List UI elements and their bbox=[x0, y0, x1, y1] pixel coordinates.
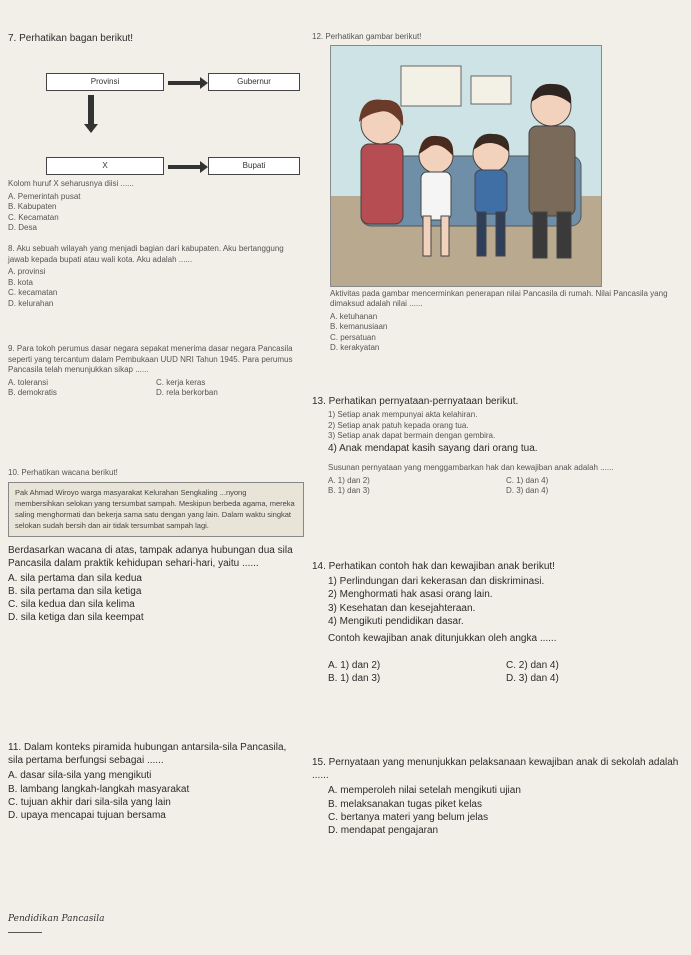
q13-options bbox=[312, 476, 684, 497]
q15-option-c[interactable]: C. bertanya materi yang belum jelas bbox=[328, 811, 489, 823]
q14-option-c[interactable]: C. 2) dan 4) bbox=[506, 660, 559, 672]
q7-option-b[interactable]: B. Kabupaten bbox=[8, 202, 57, 212]
q8-option-d[interactable]: D. kelurahan bbox=[8, 298, 54, 308]
q14-item-1: 1) Perlindungan dari kekerasan dan diskriminasi. bbox=[328, 576, 545, 588]
q12-options bbox=[312, 312, 684, 354]
footer-divider bbox=[8, 932, 42, 933]
question-15 bbox=[312, 756, 684, 837]
footer-subject: Pendidikan Pancasila bbox=[8, 914, 105, 924]
q12-option-a[interactable]: A. ketuhanan bbox=[330, 311, 378, 321]
q14-item-3: 3) Kesehatan dan kesejahteraan. bbox=[328, 602, 476, 614]
question-14 bbox=[312, 560, 684, 686]
q14-option-d[interactable]: D. 3) dan 4) bbox=[506, 673, 559, 685]
q8-stem: 8. Aku sebuah wilayah yang menjadi bagian dari kabupaten. Aku bertanggung jawab kepada bupati atau wali kota. Aku adalah ...... bbox=[8, 244, 284, 264]
diagram-box-bupati: Bupati bbox=[208, 157, 300, 175]
footer bbox=[8, 912, 304, 933]
q12-option-c[interactable]: C. persatuan bbox=[330, 332, 376, 342]
question-8 bbox=[8, 244, 304, 309]
q7-option-d[interactable]: D. Desa bbox=[8, 223, 37, 233]
q11-option-d[interactable]: D. upaya mencapai tujuan bersama bbox=[8, 809, 166, 821]
q7-option-c[interactable]: C. Kecamatan bbox=[8, 212, 59, 222]
q13-item-3: 3) Setiap anak dapat bermain dengan gembira. bbox=[328, 431, 496, 441]
arrow-right-icon bbox=[168, 81, 202, 85]
q10-option-b[interactable]: B. sila pertama dan sila ketiga bbox=[8, 586, 142, 598]
q12-option-b[interactable]: B. kemanusiaan bbox=[330, 322, 388, 332]
q11-option-b[interactable]: B. lambang langkah-langkah masyarakat bbox=[8, 783, 190, 795]
question-11 bbox=[8, 741, 304, 822]
question-13 bbox=[312, 395, 684, 497]
q14-options bbox=[312, 659, 684, 685]
q7-option-a[interactable]: A. Pemerintah pusat bbox=[8, 191, 81, 201]
q12-stem: 12. Perhatikan gambar berikut! bbox=[312, 32, 422, 41]
q15-option-a[interactable]: A. memperoleh nilai setelah mengikuti ujian bbox=[328, 785, 521, 797]
q11-option-c[interactable]: C. tujuan akhir dari sila-sila yang lain bbox=[8, 796, 171, 808]
q14-items bbox=[312, 575, 684, 628]
diagram-box-gubernur: Gubernur bbox=[208, 73, 300, 91]
q10-option-a[interactable]: A. sila pertama dan sila kedua bbox=[8, 572, 142, 584]
q9-option-b[interactable]: B. demokratis bbox=[8, 388, 57, 398]
diagram-box-provinsi: Provinsi bbox=[46, 73, 164, 91]
q12-caption: Aktivitas pada gambar mencerminkan penerapan nilai Pancasila di rumah. Nilai Pancasila yang dimaksud adalah nilai ...... bbox=[330, 288, 668, 309]
q15-option-b[interactable]: B. melaksanakan tugas piket kelas bbox=[328, 798, 482, 810]
q9-option-a[interactable]: A. toleransi bbox=[8, 377, 49, 387]
q8-option-b[interactable]: B. kota bbox=[8, 277, 33, 287]
question-9 bbox=[8, 344, 304, 399]
q11-stem: 11. Dalam konteks piramida hubungan antarsila-sila Pancasila, sila pertama berfungsi sebagai ...... bbox=[8, 742, 287, 767]
q15-option-d[interactable]: D. mendapat pengajaran bbox=[328, 824, 439, 836]
q13-stem: 13. Perhatikan pernyataan-pernyataan berikut. bbox=[312, 396, 519, 407]
q9-stem: 9. Para tokoh perumus dasar negara sepakat menerima dasar negara Pancasila seperti yang tercantum dalam Pembukaan UUD NRI Tahun 1945. Para perumus Pancasila telah menunjukkan sikap ...... bbox=[8, 344, 293, 375]
diagram-box-x: X bbox=[46, 157, 164, 175]
question-7 bbox=[8, 32, 304, 234]
q13-option-d[interactable]: D. 3) dan 4) bbox=[506, 486, 549, 496]
q14-item-4: 4) Mengikuti pendidikan dasar. bbox=[328, 615, 464, 627]
q10-option-d[interactable]: D. sila ketiga dan sila keempat bbox=[8, 612, 144, 624]
q13-item-2: 2) Setiap anak patuh kepada orang tua. bbox=[328, 420, 469, 430]
q14-item-2: 2) Menghormati hak asasi orang lain. bbox=[328, 589, 493, 601]
q13-prompt: Susunan pernyataan yang menggambarkan hak dan kewajiban anak adalah ...... bbox=[328, 463, 614, 473]
q14-option-a[interactable]: A. 1) dan 2) bbox=[328, 660, 381, 672]
q7-stem: 7. Perhatikan bagan berikut! bbox=[8, 33, 134, 44]
arrow-down-icon bbox=[88, 95, 94, 125]
q9-options bbox=[8, 378, 304, 399]
q9-option-d[interactable]: D. rela berkorban bbox=[156, 388, 218, 398]
family-scene-image bbox=[331, 46, 601, 286]
q13-option-a[interactable]: A. 1) dan 2) bbox=[328, 475, 370, 485]
q9-option-c[interactable]: C. kerja keras bbox=[156, 377, 206, 387]
q10-stem: 10. Perhatikan wacana berikut! bbox=[8, 468, 118, 477]
q13-option-c[interactable]: C. 1) dan 4) bbox=[506, 475, 549, 485]
q11-option-a[interactable]: A. dasar sila-sila yang mengikuti bbox=[8, 770, 152, 782]
q8-option-c[interactable]: C. kecamatan bbox=[8, 288, 58, 298]
q15-stem: 15. Pernyataan yang menunjukkan pelaksanaan kewajiban anak di sekolah adalah ...... bbox=[312, 757, 679, 782]
q13-items bbox=[312, 410, 684, 455]
q10-prompt: Berdasarkan wacana di atas, tampak adanya hubungan dua sila Pancasila dalam praktik kehidupan sehari-hari, yaitu ...... bbox=[8, 544, 293, 569]
q10-option-c[interactable]: C. sila kedua dan sila kelima bbox=[8, 599, 135, 611]
q8-option-a[interactable]: A. provinsi bbox=[8, 267, 46, 277]
q13-option-b[interactable]: B. 1) dan 3) bbox=[328, 486, 370, 496]
q15-options bbox=[312, 784, 684, 837]
arrow-right-icon bbox=[168, 165, 202, 169]
q13-item-1: 1) Setiap anak mempunyai akta kelahiran. bbox=[328, 410, 478, 420]
q14-option-b[interactable]: B. 1) dan 3) bbox=[328, 673, 381, 685]
q13-item-4: 4) Anak mendapat kasih sayang dari orang tua. bbox=[328, 442, 538, 454]
question-10 bbox=[8, 468, 304, 625]
q14-prompt: Contoh kewajiban anak ditunjukkan oleh angka ...... bbox=[328, 632, 557, 644]
question-12 bbox=[312, 32, 684, 354]
family-illustration bbox=[330, 45, 602, 287]
q7-diagram bbox=[8, 47, 304, 170]
q7-prompt: Kolom huruf X seharusnya diisi ...... bbox=[8, 179, 134, 189]
q10-quote-box: Pak Ahmad Wiroyo warga masyarakat Kelurahan Sengkaling ...nyong membersihkan selokan yang tersumbat sampah. Meskipun berbeda agama, mereka saling menghormati dan bekerja sama satu dengan yang lain. Dalam waktu singkat selokan sudah bersih dan air tidak tersumbat sampah lagi. bbox=[8, 482, 304, 537]
q12-option-d[interactable]: D. kerakyatan bbox=[330, 343, 380, 353]
q14-stem: 14. Perhatikan contoh hak dan kewajiban anak berikut! bbox=[312, 561, 555, 572]
